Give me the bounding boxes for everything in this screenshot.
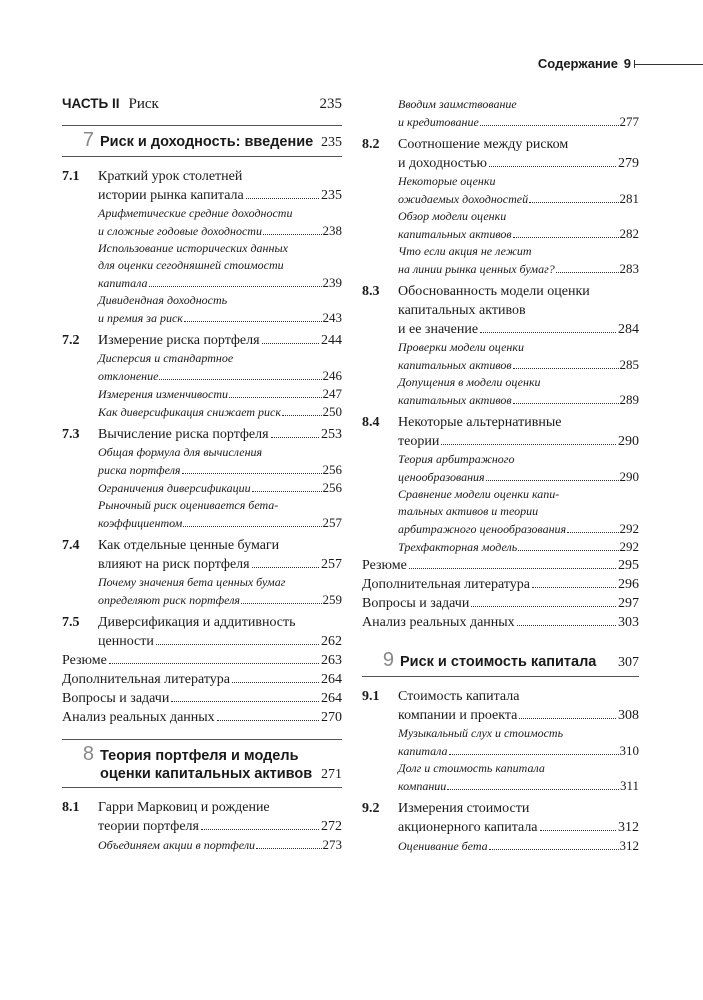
page-number: 9 xyxy=(623,56,631,71)
toc-section xyxy=(362,135,639,278)
toc-section xyxy=(62,536,342,609)
header-title: Содержание xyxy=(537,56,618,71)
toc-right-column xyxy=(362,96,639,855)
section-page: 253 xyxy=(321,427,342,442)
subsection-title: Музыкальный слух и стоимость xyxy=(398,726,564,740)
section-number: 7.4 xyxy=(62,538,80,553)
subsection-page: 246 xyxy=(322,368,342,383)
subsection-page: 283 xyxy=(619,261,639,276)
entry-page: 263 xyxy=(321,653,342,668)
section-title: Некоторые альтернативные xyxy=(398,415,562,430)
chapter-number: 9 xyxy=(382,649,394,671)
subsection-title: Некоторые оценки xyxy=(398,174,496,188)
section-number: 8.2 xyxy=(362,137,380,152)
subsection-title: риска портфеля xyxy=(98,463,181,477)
toc-section xyxy=(62,613,342,651)
toc-entry xyxy=(362,594,639,613)
subsection-title: ценообразования xyxy=(398,470,485,484)
subsection-page: 310 xyxy=(619,743,639,758)
subsection-title: Дивидендная доходность xyxy=(98,293,228,307)
section-page: 244 xyxy=(321,333,342,348)
entry-title: Анализ реальных данных xyxy=(362,615,515,630)
entry-page: 303 xyxy=(618,615,639,630)
subsection-title: Оценивание бета xyxy=(398,839,488,853)
section-title: Обоснованность модели оценки xyxy=(398,284,590,299)
section-title: истории рынка капитала xyxy=(98,188,244,203)
entry-page: 270 xyxy=(321,710,342,725)
entry-page: 296 xyxy=(618,577,639,592)
subsection-title: Обзор модели оценки xyxy=(398,209,507,223)
subsection-title: и кредитование xyxy=(398,115,479,129)
chapter-title: Теория портфеля и модель xyxy=(100,748,299,764)
toc-section xyxy=(62,798,342,854)
entry-title: Вопросы и задачи xyxy=(362,596,470,611)
subsection-page: 257 xyxy=(322,515,342,530)
subsection-title: на линии рынка ценных бумаг? xyxy=(398,262,555,276)
toc-entry xyxy=(362,556,639,575)
subsection-title: Допущения в модели оценки xyxy=(398,375,541,389)
section-title: Краткий урок столетней xyxy=(98,169,243,184)
section-page: 235 xyxy=(321,188,342,203)
subsection-page: 238 xyxy=(322,223,342,238)
subsection-title: капитальных активов xyxy=(398,358,512,372)
subsection-title: отклонение xyxy=(98,369,159,383)
entry-title: Вопросы и задачи xyxy=(62,691,170,706)
entry-page: 264 xyxy=(321,691,342,706)
subsection-title: Вводим заимствование xyxy=(398,97,517,111)
chapter-title: оценки капитальных активов xyxy=(100,766,313,782)
subsection-page: 312 xyxy=(619,838,639,853)
entry-title: Резюме xyxy=(62,653,107,668)
section-title: Диверсификация и аддитивность xyxy=(98,615,296,630)
section-title: капитальных активов xyxy=(398,303,526,318)
chapter-heading xyxy=(62,125,342,157)
subsection-title: тальных активов и теории xyxy=(398,504,539,518)
section-page: 290 xyxy=(618,434,639,449)
chapter-title: Риск и стоимость капитала xyxy=(400,654,597,670)
toc-section xyxy=(62,167,342,327)
toc-section xyxy=(362,799,639,855)
entry-title: Дополнительная литература xyxy=(362,577,530,592)
section-number: 9.2 xyxy=(362,801,380,816)
section-title: теории xyxy=(398,434,440,449)
subsection-title: и сложные годовые доходности xyxy=(98,224,262,238)
section-title: и доходностью xyxy=(398,156,487,171)
part-title: Риск xyxy=(128,96,159,112)
section-page: 272 xyxy=(321,819,342,834)
subsection-title: Теория арбитражного xyxy=(398,452,515,466)
subsection-title: арбитражного ценообразования xyxy=(398,522,567,536)
chapter-page: 271 xyxy=(321,767,342,782)
part-page: 235 xyxy=(319,96,342,112)
section-title: Измерение риска портфеля xyxy=(98,333,260,348)
subsection-title: капитала xyxy=(398,744,448,758)
section-page: 284 xyxy=(618,322,639,337)
entry-page: 295 xyxy=(618,558,639,573)
subsection-page: 250 xyxy=(322,404,342,419)
subsection-title: для оценки сегодняшней стоимости xyxy=(98,258,284,272)
section-title: ценности xyxy=(98,634,154,649)
subsection-page: 259 xyxy=(322,592,342,607)
subsection-title: Использование исторических данных xyxy=(98,241,288,255)
subsection-title: капитала xyxy=(98,276,148,290)
toc-section xyxy=(62,425,342,532)
subsection-page: 292 xyxy=(619,539,639,554)
subsection-title: Сравнение модели оценки капи- xyxy=(398,487,560,501)
subsection-page: 273 xyxy=(322,837,342,852)
subsection-page: 290 xyxy=(619,469,639,484)
subsection-page: 239 xyxy=(322,275,342,290)
toc-section-continued xyxy=(362,96,639,131)
subsection-title: капитальных активов xyxy=(398,227,512,241)
section-title: компании и проекта xyxy=(398,708,518,723)
section-page: 257 xyxy=(321,557,342,572)
section-title: Соотношение между риском xyxy=(398,137,569,152)
section-number: 8.1 xyxy=(62,800,80,815)
subsection-title: капитальных активов xyxy=(398,393,512,407)
subsection-title: ожидаемых доходностей xyxy=(398,192,529,206)
chapter-title: Риск и доходность: введение xyxy=(100,134,314,150)
subsection-title: Объединяем акции в портфели xyxy=(98,838,256,852)
section-title: влияют на риск портфеля xyxy=(98,557,250,572)
subsection-page: 289 xyxy=(619,392,639,407)
toc-entry xyxy=(62,651,342,670)
subsection-title: Трехфакторная модель xyxy=(398,540,518,554)
toc-entry xyxy=(62,708,342,727)
subsection-title: Долг и стоимость капитала xyxy=(398,761,545,775)
section-number: 7.3 xyxy=(62,427,80,442)
toc-entry xyxy=(362,613,639,632)
chapter-page: 307 xyxy=(618,655,639,670)
section-number: 7.5 xyxy=(62,615,80,630)
subsection-page: 282 xyxy=(619,226,639,241)
section-number: 8.4 xyxy=(362,415,380,430)
subsection-page: 292 xyxy=(619,521,639,536)
toc-entry xyxy=(362,575,639,594)
subsection-title: Измерения изменчивости xyxy=(98,387,228,401)
section-page: 262 xyxy=(321,634,342,649)
subsection-title: Проверки модели оценки xyxy=(398,340,524,354)
entry-title: Резюме xyxy=(362,558,407,573)
subsection-title: компании xyxy=(398,779,447,793)
part-heading xyxy=(62,96,342,120)
subsection-title: Что если акция не лежит xyxy=(398,244,532,258)
toc-section xyxy=(362,687,639,795)
header-rule xyxy=(634,64,703,65)
section-title: теории портфеля xyxy=(98,819,199,834)
entry-title: Дополнительная литература xyxy=(62,672,230,687)
chapter-number: 7 xyxy=(82,129,94,151)
section-number: 7.2 xyxy=(62,333,80,348)
subsection-title: Рыночный риск оценивается бета- xyxy=(98,498,279,512)
section-title: акционерного капитала xyxy=(398,820,538,835)
section-page: 279 xyxy=(618,156,639,171)
chapter-heading xyxy=(62,739,342,788)
entry-title: Анализ реальных данных xyxy=(62,710,215,725)
subsection-title: и премия за риск xyxy=(98,311,183,325)
section-title: Как отдельные ценные бумаги xyxy=(98,538,280,553)
section-title: и ее значение xyxy=(398,322,479,337)
toc-entry xyxy=(62,689,342,708)
toc-section xyxy=(362,282,639,409)
subsection-title: Общая формула для вычисления xyxy=(98,445,263,459)
toc-entry xyxy=(62,670,342,689)
toc-section xyxy=(62,331,342,421)
subsection-page: 281 xyxy=(619,191,639,206)
subsection-page: 243 xyxy=(322,310,342,325)
part-label: ЧАСТЬ II xyxy=(62,96,120,111)
section-title: Измерения стоимости xyxy=(398,801,530,816)
section-number: 9.1 xyxy=(362,689,380,704)
section-number: 8.3 xyxy=(362,284,380,299)
subsection-page: 285 xyxy=(619,357,639,372)
entry-page: 297 xyxy=(618,596,639,611)
section-title: Гарри Марковиц и рождение xyxy=(98,800,270,815)
subsection-page: 277 xyxy=(619,114,639,129)
subsection-title: Ограничения диверсификации xyxy=(98,481,251,495)
section-title: Вычисление риска портфеля xyxy=(98,427,269,442)
subsection-page: 256 xyxy=(322,462,342,477)
subsection-title: Как диверсификация снижает риск xyxy=(98,405,281,419)
subsection-page: 247 xyxy=(322,386,342,401)
chapter-heading xyxy=(362,646,639,677)
subsection-page: 311 xyxy=(619,778,639,793)
subsection-page: 256 xyxy=(322,480,342,495)
subsection-title: Арифметические средние доходности xyxy=(98,206,293,220)
section-page: 308 xyxy=(618,708,639,723)
toc-left-column xyxy=(62,96,342,854)
subsection-title: коэффициентом xyxy=(98,516,183,530)
subsection-title: определяют риск портфеля xyxy=(98,593,241,607)
subsection-title: Дисперсия и стандартное xyxy=(98,351,234,365)
section-number: 7.1 xyxy=(62,169,80,184)
section-title: Стоимость капитала xyxy=(398,689,520,704)
chapter-number: 8 xyxy=(82,743,94,765)
subsection-title: Почему значения бета ценных бумаг xyxy=(98,575,286,589)
chapter-page: 235 xyxy=(321,135,342,150)
section-page: 312 xyxy=(618,820,639,835)
running-header xyxy=(0,56,703,76)
entry-page: 264 xyxy=(321,672,342,687)
toc-section xyxy=(362,413,639,556)
